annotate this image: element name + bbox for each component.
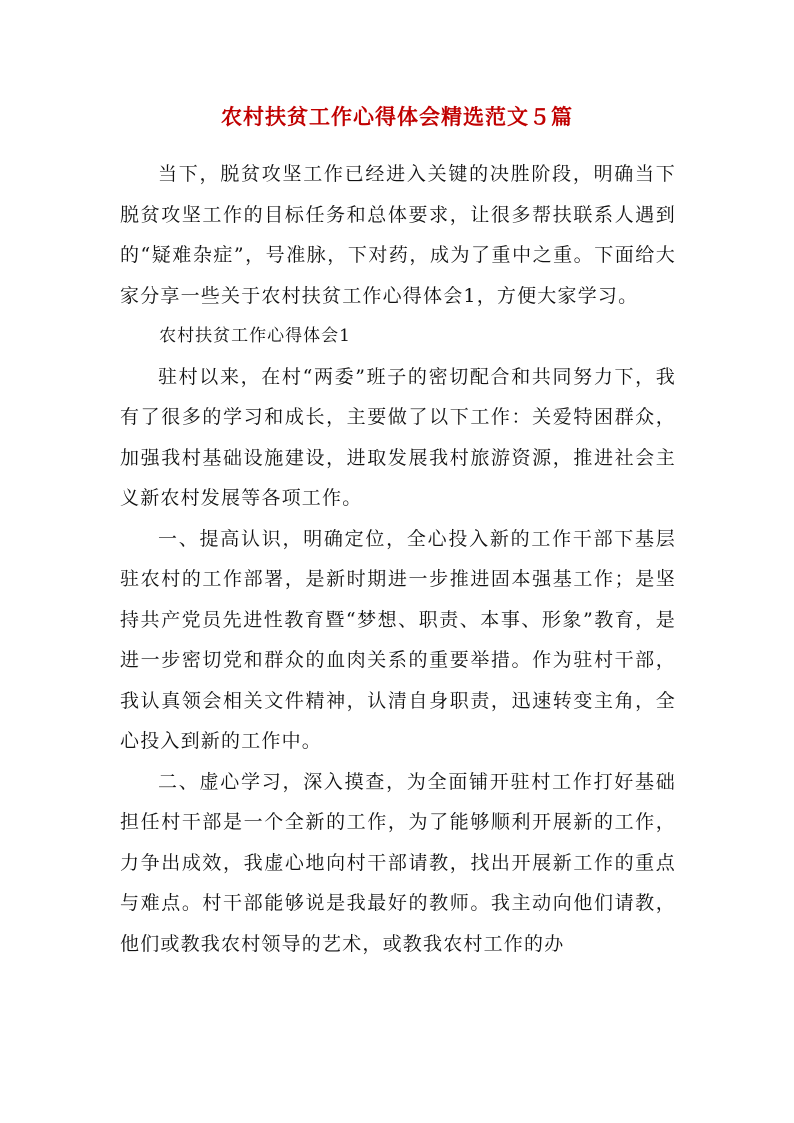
body-paragraph: 驻村以来，在村“两委”班子的密切配合和共同努力下，我有了很多的学习和成长，主要做了以下工作：关爱特困群众，加强我村基础设施建设，进取发展我村旅游资源，推进社会主义新农村发展等各项工作。	[120, 365, 676, 509]
intro-paragraph: 当下，脱贫攻坚工作已经进入关键的决胜阶段，明确当下脱贫攻坚工作的目标任务和总体要求，让很多帮扶联系人遇到的“疑难杂症”，号准脉，下对药，成为了重中之重。下面给大家分享一些关于农村扶贫工作心得体会1，方便大家学习。	[120, 163, 676, 307]
document-title: 农村扶贫工作心得体会精选范文５篇	[221, 104, 573, 129]
document-body	[120, 154, 676, 964]
body-paragraph: 一、提高认识，明确定位，全心投入新的工作干部下基层驻农村的工作部署，是新时期进一步推进固本强基工作；是坚持共产党员先进性教育暨“梦想、职责、本事、形象”教育，是进一步密切党和群众的血肉关系的重要举措。作为驻村干部，我认真领会相关文件精神，认清自身职责，迅速转变主角，全心投入到新的工作中。	[120, 527, 676, 752]
section-heading: 农村扶贫工作心得体会1	[159, 326, 351, 346]
body-paragraph: 二、虚心学习，深入摸查，为全面铺开驻村工作打好基础担任村干部是一个全新的工作，为了能够顺利开展新的工作，力争出成效，我虚心地向村干部请教，找出开展新工作的重点与难点。村干部能够说是我最好的教师。我主动向他们请教，他们或教我农村领导的艺术，或教我农村工作的办	[120, 770, 676, 955]
